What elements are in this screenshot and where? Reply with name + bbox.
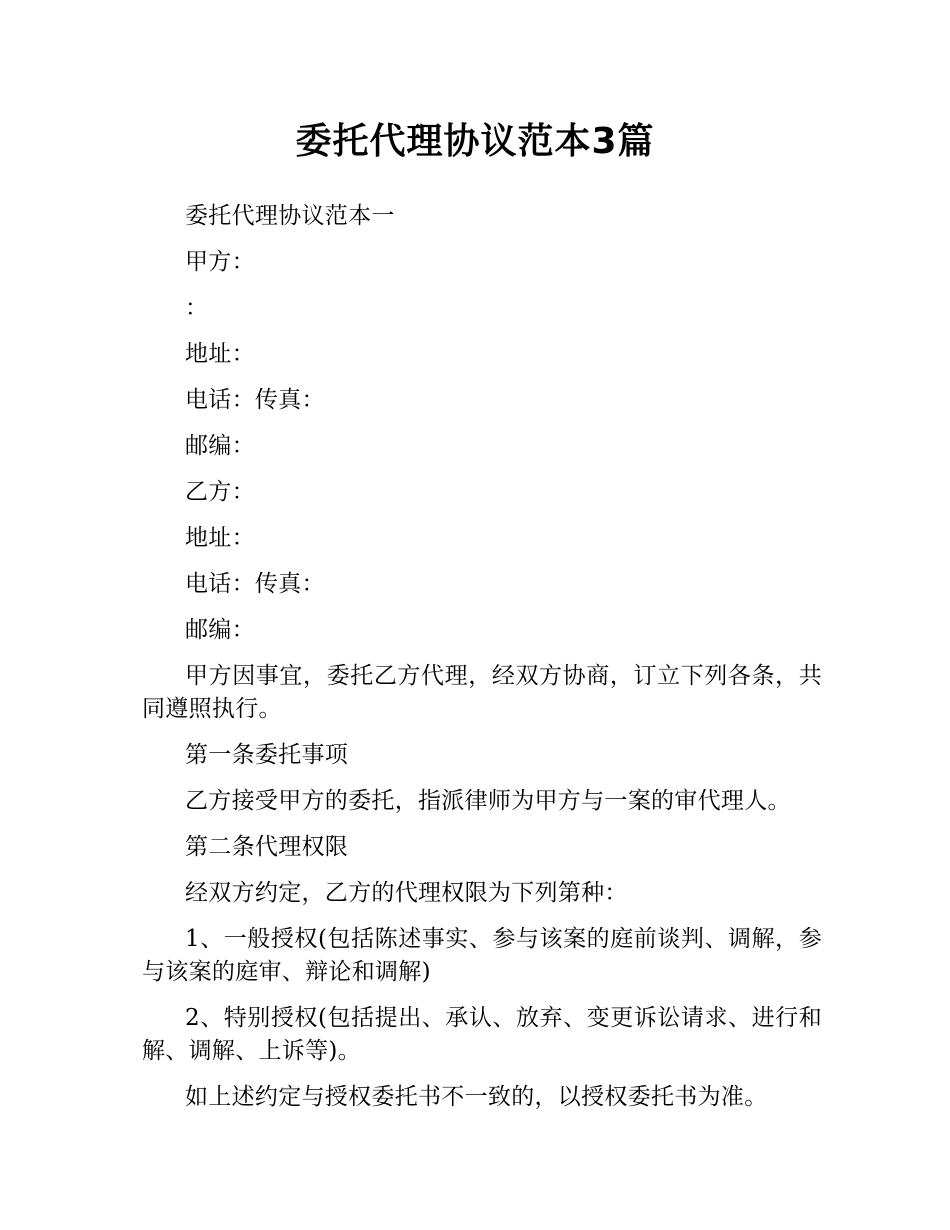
preamble-paragraph: 甲方因事宜，委托乙方代理，经双方协商，订立下列各条，共同遵照执行。	[142, 663, 822, 722]
party-a-phone-fax: 电话：传真：	[185, 387, 325, 413]
authorization-precedence-note: 如上述约定与授权委托书不一致的，以授权委托书为准。	[185, 1084, 768, 1110]
party-a-blank-line: ：	[185, 295, 209, 321]
party-a-label: 甲方：	[185, 249, 255, 275]
party-a-postcode: 邮编：	[185, 433, 255, 459]
article-2-text: 经双方约定，乙方的代理权限为下列第种：	[185, 880, 628, 906]
special-authorization-item: 2、特别授权(包括提出、承认、放弃、变更诉讼请求、进行和解、调解、上诉等)。	[142, 1005, 822, 1064]
article-1-heading: 第一条委托事项	[185, 742, 349, 768]
document-title: 委托代理协议范本3篇	[295, 121, 655, 162]
article-2-heading: 第二条代理权限	[185, 834, 349, 860]
party-a-address: 地址：	[185, 341, 255, 367]
party-b-postcode: 邮编：	[185, 617, 255, 643]
general-authorization-item: 1、一般授权(包括陈述事实、参与该案的庭前谈判、调解，参与该案的庭审、辩论和调解)	[142, 926, 822, 985]
party-b-label: 乙方：	[185, 479, 255, 505]
article-1-text: 乙方接受甲方的委托，指派律师为甲方与一案的审代理人。	[185, 788, 791, 814]
document-body	[142, 200, 822, 1127]
section-heading: 委托代理协议范本一	[185, 203, 395, 229]
party-b-phone-fax: 电话：传真：	[185, 571, 325, 597]
party-b-address: 地址：	[185, 525, 255, 551]
